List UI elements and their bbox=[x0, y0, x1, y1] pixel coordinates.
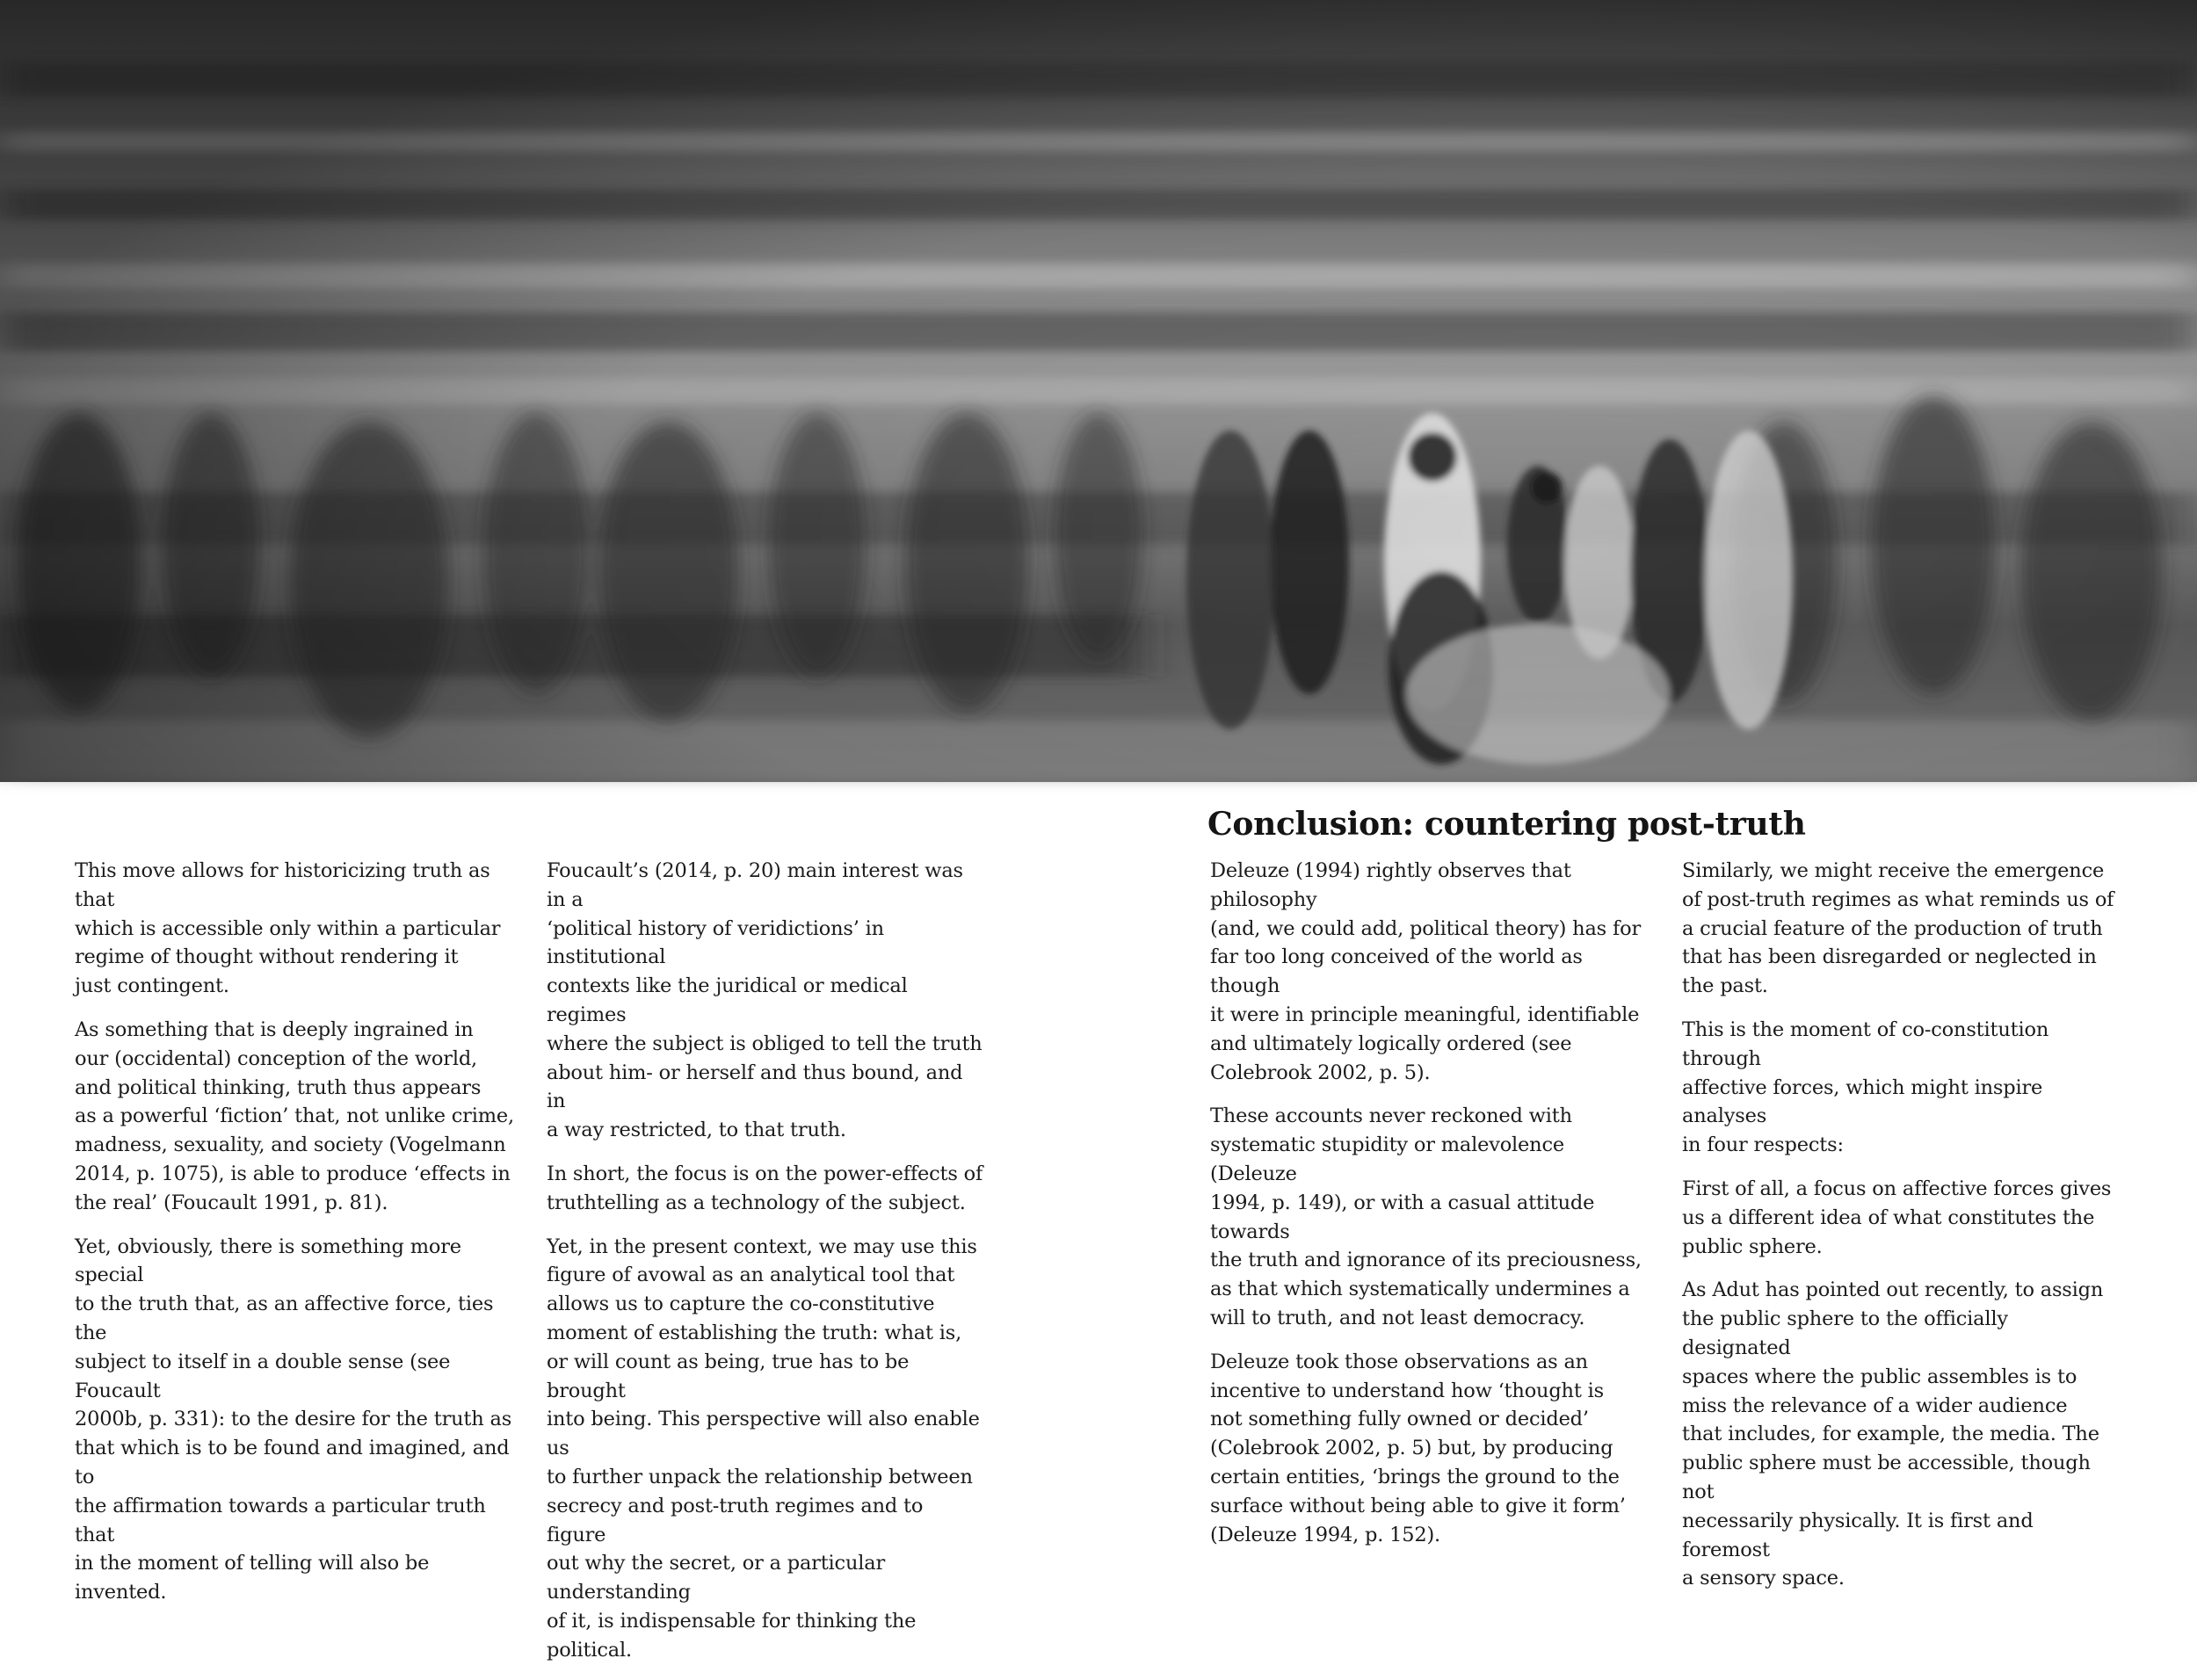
paragraph: These accounts never reckoned with systematic stupidity or malevolence (Deleuze 1994, p. 149), or with a casual attitude towards the truth and ignorance of its preciousness, as that which systematically undermines a will to truth, and not least democracy. bbox=[1210, 1104, 1642, 1329]
paragraph: Yet, in the present context, we may use this figure of avowal as an analytical tool that allows us to capture the co-constitutive moment of establishing the truth: what is, or will count as being, true has to be brought into being. This perspective will also enable us to further unpack the relationship between secrecy and post-truth regimes and to figure out why the secret, or a particular understanding of it, is indispensable for thinking the political. bbox=[547, 1235, 980, 1662]
paragraph: Foucault’s (2014, p. 20) main interest was in a ‘political history of veridictions’ in institutional contexts like the juridical or medical regimes where the subject is obliged to tell the truth about him- or herself and thus bound, and in a way restricted, to that truth. bbox=[547, 859, 982, 1142]
paragraph: Deleuze took those observations as an incentive to understand how ‘thought is not something fully owned or decided’ (Colebrook 2002, p. 5) but, by producing certain entities, ‘brings the ground to the surface without being able to give it form’ (Deleuze 1994, p. 152). bbox=[1210, 1350, 1626, 1546]
section-heading: Conclusion: countering post-truth bbox=[1207, 806, 1806, 843]
text-column-1 bbox=[75, 857, 514, 1622]
paragraph: Yet, obviously, there is something more special to the truth that, as an affective force, ties the subject to itself in a double sense (see Foucault 2000b, p. 331): to the desire for the truth as that which is to be found and imagined, and to the affirmation towards a particular truth that in the moment of telling will also be invented. bbox=[75, 1235, 512, 1604]
paragraph: As Adut has pointed out recently, to assign the public sphere to the officially designated spaces where the public assembles is to miss the relevance of a wider audience that includes, for example, the media. The public sphere must be accessible, though not necessarily physically. It is first and foremost a sensory space. bbox=[1682, 1278, 2104, 1590]
paragraph: This is the moment of co-constitution through affective forces, which might inspire analyses in four respects: bbox=[1682, 1017, 2049, 1157]
text-column-4 bbox=[1682, 857, 2121, 1608]
paragraph: In short, the focus is on the power-effects of truthtelling as a technology of the subject. bbox=[547, 1162, 983, 1214]
text-column-3 bbox=[1210, 857, 1650, 1564]
header-photo-blurred-crowd bbox=[0, 0, 2197, 782]
paragraph: Deleuze (1994) rightly observes that philosophy (and, we could add, political theory) has for far too long conceived of the world as though it were in principle meaningful, identifiable and ultimately logically ordered (see Colebrook 2002, p. 5). bbox=[1210, 859, 1641, 1084]
text-column-2 bbox=[547, 857, 986, 1680]
paragraph: As something that is deeply ingrained in our (occidental) conception of the world, and political thinking, truth thus appears as a powerful ‘fiction’ that, not unlike crime, madness, sexuality, and society (Vogelmann 2014, p. 1075), is able to produce ‘effects in the real’ (Foucault 1991, p. 81). bbox=[75, 1017, 514, 1214]
paragraph: This move allows for historicizing truth as that which is accessible only within a particular regime of thought without rendering it just contingent. bbox=[75, 859, 501, 998]
paragraph: First of all, a focus on affective forces gives us a different idea of what constitutes the public sphere. bbox=[1682, 1177, 2112, 1258]
paragraph: Similarly, we might receive the emergence of post-truth regimes as what reminds us of a crucial feature of the production of truth that has been disregarded or neglected in the past. bbox=[1682, 859, 2114, 998]
